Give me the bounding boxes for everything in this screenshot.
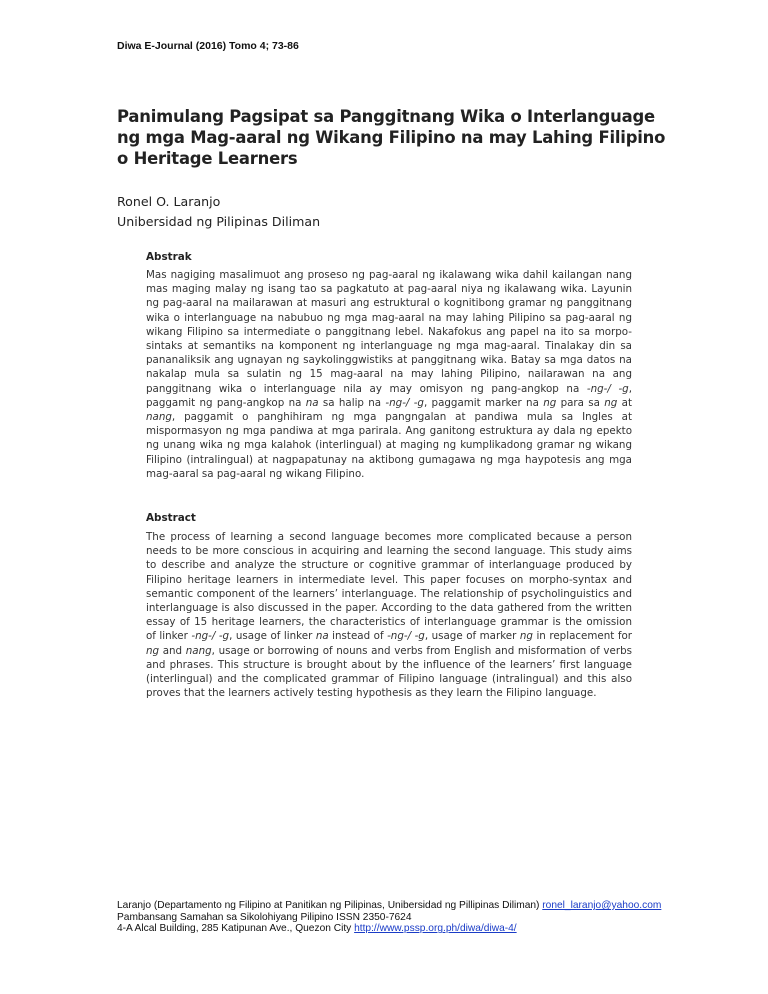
author-block bbox=[117, 192, 320, 232]
abstrak-heading: Abstrak bbox=[146, 251, 192, 263]
abstract-body: The process of learning a second language becomes more complicated because a person needs to be more conscious in acquiring and learning the second language. This study aims to describe and analyze the structure or cognitive grammar of interlanguage produced by Filipino heritage learners in intermediate level. This paper focuses on morpho-syntax and semantic component of the learners’ interlanguage. The relationship of psycholinguistics and interlanguage is also discussed in the paper. According to the data gathered from the written essay of 15 heritage learners, the characteristics of interlanguage grammar is the omission of linker -ng-/ -g, usage of linker na instead of -ng-/ -g, usage of marker ng in replacement for ng and nang, usage or borrowing of nouns and verbs from English and misformation of verbs and phrases. This structure is brought about by the influence of the learners’ first language (interlingual) and the complicated grammar of Filipino language (intralingual) and this also proves that the learners actively testing hypothesis as they learn the Filipino language. bbox=[146, 531, 632, 700]
footer-line-issn: Pambansang Samahan sa Sikolohiyang Pilipino ISSN 2350-7624 bbox=[117, 911, 412, 923]
abstrak-body: Mas nagiging masalimuot ang proseso ng pag-aaral ng ikalawang wika dahil kailangan nang mas maging malay ng isang tao sa pagkatuto at pag-aaral niya ng ikalawang wika. Layunin ng pag-aaral na mailarawan at masuri ang estruktural o kognitibong gramar ng panggitnang wika o interlanguage na nabubuo ng mga mag-aaral na may lahing Pilipino sa pag-aaral ng wikang Filipino sa intermediate o panggitnang lebel. Nakafokus ang papel na ito sa morpo-sintaks at semantiks na komponent ng interlanguage ng mga mag-aaral. Tinalakay din sa pananaliksik ang ugnayan ng saykolinggwistiks at panggitnang wika. Batay sa mga datos na nakalap mula sa sulatin ng 15 mag-aaral na may lahing Pilipino, nailarawan na ang panggitnang wika o interlanguage nila ay may omisyon ng pang-angkop na -ng-/ -g, paggamit ng pang-angkop na na sa halip na -ng-/ -g, paggamit marker na ng para sa ng at nang, paggamit o panghihiram ng mga pangngalan at pandiwa mula sa Ingles at mispormasyon ng mga pandiwa at mga parirala. Ang ganitong estruktura ay dala ng epekto ng unang wika ng mga kalahok (interlingual) at maging ng kumplikadong gramar ng wikang Filipino (intralingual) at nagpapatunay na aktibong gumagawa ng mga haypotesis ang mga mag-aaral sa pag-aaral ng wikang Filipino. bbox=[146, 269, 632, 480]
author-name: Ronel O. Laranjo bbox=[117, 194, 221, 209]
author-affiliation: Unibersidad ng Pilipinas Diliman bbox=[117, 214, 321, 229]
footer-line-author: Laranjo (Departamento ng Filipino at Panitikan ng Pilipinas, Unibersidad ng Pillipinas Diliman) ronel_laranjo@yahoo.com bbox=[117, 900, 662, 911]
journal-url-link[interactable]: http://www.pssp.org.ph/diwa/diwa-4/ bbox=[354, 923, 517, 935]
paper-title: Panimulang Pagsipat sa Panggitnang Wika o Interlanguage ng mga Mag-aaral ng Wikang Filipino na may Lahing Filipino o Heritage Learners bbox=[117, 107, 666, 168]
journal-header: Diwa E-Journal (2016) Tomo 4; 73-86 bbox=[117, 40, 299, 52]
author-email-link[interactable]: ronel_laranjo@yahoo.com bbox=[542, 900, 662, 911]
page-footer bbox=[117, 900, 661, 935]
footer-line-address: 4-A Alcal Building, 285 Katipunan Ave., Quezon City http://www.pssp.org.ph/diwa/diwa-4/ bbox=[117, 923, 517, 935]
abstract-heading: Abstract bbox=[146, 512, 196, 524]
